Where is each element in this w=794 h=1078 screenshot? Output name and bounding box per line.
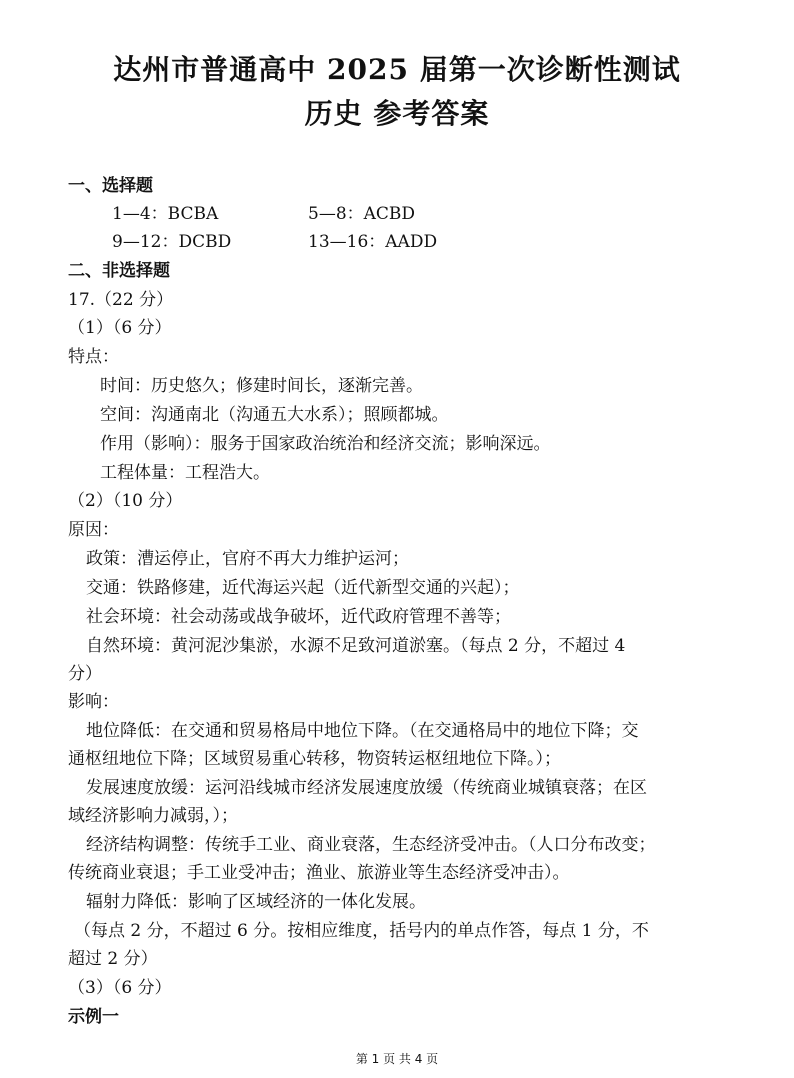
- answer-group: 5—8：ACBD: [308, 204, 416, 224]
- example-heading: 示例一: [68, 1007, 119, 1027]
- answer-point: 传统商业衰退；手工业受冲击；渔业、旅游业等生态经济受冲击）。: [68, 863, 570, 883]
- answer-point: 辐射力降低：影响了区域经济的一体化发展。: [86, 892, 426, 912]
- answer-point: 作用（影响）：服务于国家政治统治和经济交流；影响深远。: [100, 434, 551, 454]
- subheading: 影响：: [68, 692, 119, 712]
- scoring-note: （每点 2 分，不超过 6 分。按相应维度，括号内的单点作答，每点 1 分，不: [74, 921, 649, 941]
- answer-point: 空间：沟通南北（沟通五大水系）；照顾都城。: [100, 405, 449, 425]
- part-label: （2）（10 分）: [68, 491, 183, 511]
- answer-group: 13—16：AADD: [308, 232, 438, 252]
- answer-point: 地位降低：在交通和贸易格局中地位下降。（在交通格局中的地位下降；交: [86, 721, 639, 741]
- answer-point: 政策：漕运停止，官府不再大力维护运河；: [86, 549, 409, 569]
- page-footer: 第 1 页 共 4 页: [355, 1052, 439, 1066]
- subheading: 特点：: [68, 347, 119, 367]
- part-label: （1）（6 分）: [68, 318, 172, 338]
- page-title: 达州市普通高中 2025 届第一次诊断性测试: [113, 53, 681, 86]
- answer-point: 分）: [68, 664, 102, 684]
- subheading: 原因：: [68, 520, 119, 540]
- part-label: （3）（6 分）: [68, 978, 172, 998]
- scoring-note: 超过 2 分）: [68, 949, 158, 969]
- answer-point: 交通：铁路修建，近代海运兴起（近代新型交通的兴起）；: [86, 578, 520, 598]
- answer-point: 时间：历史悠久；修建时间长，逐渐完善。: [100, 376, 423, 396]
- answer-point: 自然环境：黄河泥沙集淤，水源不足致河道淤塞。（每点 2 分，不超过 4: [86, 636, 626, 656]
- section-heading-choice: 一、选择题: [68, 176, 153, 196]
- page-subtitle: 历史 参考答案: [304, 97, 490, 130]
- answer-point: 通枢纽地位下降；区域贸易重心转移，物资转运枢纽地位下降。）；: [68, 749, 561, 769]
- section-heading-nonchoice: 二、非选择题: [68, 261, 170, 281]
- answer-point: 发展速度放缓：运河沿线城市经济发展速度放缓（传统商业城镇衰落；在区: [86, 778, 647, 798]
- question-label: 17.（22 分）: [68, 290, 174, 310]
- answer-point: 工程体量：工程浩大。: [100, 463, 270, 483]
- answer-group: 1—4：BCBA: [112, 204, 219, 224]
- answer-group: 9—12：DCBD: [112, 232, 232, 252]
- answer-point: 经济结构调整：传统手工业、商业衰落，生态经济受冲击。（人口分布改变；: [86, 835, 656, 855]
- answer-point: 社会环境：社会动荡或战争破坏，近代政府管理不善等；: [86, 607, 511, 627]
- answer-point: 域经济影响力减弱，）；: [68, 806, 238, 826]
